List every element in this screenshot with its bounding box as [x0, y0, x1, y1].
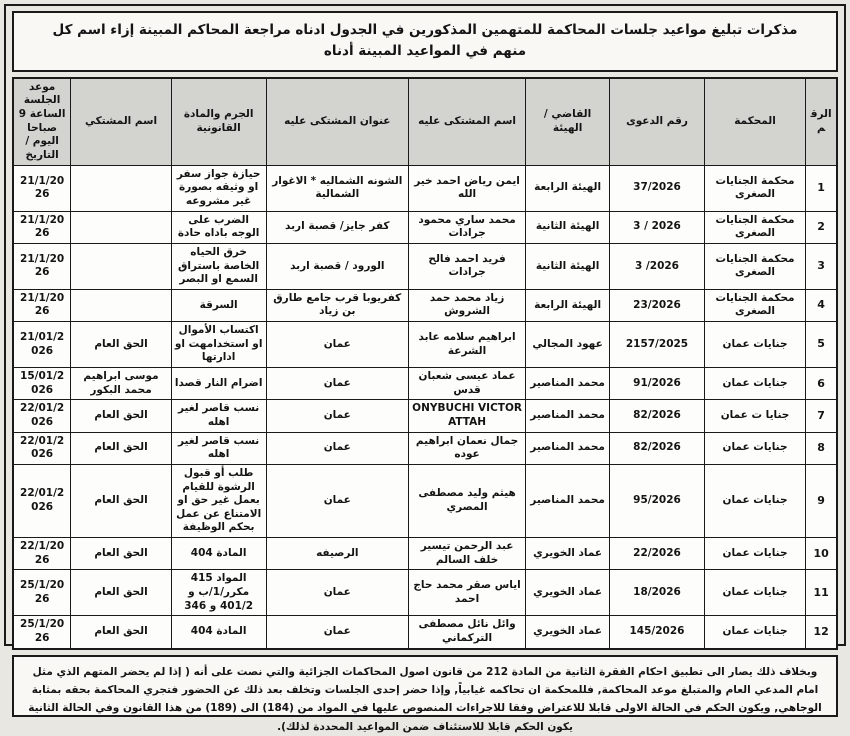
cell-crime-article: نسب قاصر لغير اهله	[171, 400, 266, 432]
cell-defendant-address: عمان	[266, 322, 409, 368]
cell-crime-article: المادة 404	[171, 538, 266, 570]
table-row	[13, 538, 837, 570]
cell-hearing-date: 22/01/2026	[13, 464, 71, 537]
cell-court: جنايات عمان	[704, 570, 805, 616]
table-row	[13, 243, 837, 289]
cell-case-number: 18/2026	[610, 570, 705, 616]
cell-crime-article: نسب قاصر لغير اهله	[171, 432, 266, 464]
cell-case-number: 91/2026	[610, 368, 705, 400]
cell-case-number: 82/2026	[610, 400, 705, 432]
cell-defendant-address: عمان	[266, 400, 409, 432]
cell-complainant-name	[71, 243, 172, 289]
cell-complainant-name	[71, 211, 172, 243]
cell-hearing-date: 21/1/2026	[13, 243, 71, 289]
cell-hearing-date: 25/1/2026	[13, 616, 71, 649]
table-header	[13, 78, 837, 165]
cell-case-number: 22/2026	[610, 538, 705, 570]
cell-court: محكمة الجنايات الصغرى	[704, 243, 805, 289]
cell-complainant-name: الحق العام	[71, 538, 172, 570]
table-row	[13, 432, 837, 464]
cell-hearing-date: 15/01/2026	[13, 368, 71, 400]
cell-complainant-name: الحق العام	[71, 570, 172, 616]
table-row	[13, 368, 837, 400]
cell-judge-panel: عماد الخويري	[526, 616, 610, 649]
cell-serial: 4	[806, 289, 837, 321]
cell-hearing-date: 22/01/2026	[13, 432, 71, 464]
cell-judge-panel: عهود المجالي	[526, 322, 610, 368]
cell-crime-article: السرقة	[171, 289, 266, 321]
col-header-defendant-name: اسم المشتكى عليه	[409, 78, 526, 165]
cell-judge-panel: محمد المناصير	[526, 432, 610, 464]
cell-case-number: 145/2026	[610, 616, 705, 649]
cell-serial: 1	[806, 165, 837, 211]
col-header-case-number: رقم الدعوى	[610, 78, 705, 165]
cell-hearing-date: 21/01/2026	[13, 322, 71, 368]
cell-defendant-name: اياس صقر محمد حاج احمد	[409, 570, 526, 616]
cell-judge-panel: الهيئة الرابعة	[526, 289, 610, 321]
cell-complainant-name: الحق العام	[71, 432, 172, 464]
cell-judge-panel: عماد الخويري	[526, 570, 610, 616]
cell-judge-panel: محمد المناصير	[526, 368, 610, 400]
cell-crime-article: اكتساب الأموال او استخدامهت او ادارتها	[171, 322, 266, 368]
cell-defendant-name: ONYBUCHI VICTOR ATTAH	[409, 400, 526, 432]
cell-defendant-address: الشونه الشماليه * الاغوار الشمالية	[266, 165, 409, 211]
table-row	[13, 289, 837, 321]
cell-serial: 6	[806, 368, 837, 400]
cell-defendant-name: هيثم وليد مصطفى المصري	[409, 464, 526, 537]
cell-defendant-name: وائل نائل مصطفى التركماني	[409, 616, 526, 649]
cell-crime-article: حيازة جواز سفر او وثيقه بصورة غير مشروعه	[171, 165, 266, 211]
cell-complainant-name	[71, 289, 172, 321]
cell-judge-panel: عماد الخويري	[526, 538, 610, 570]
cell-defendant-name: عبد الرحمن تيسير خلف السالم	[409, 538, 526, 570]
cell-hearing-date: 21/1/2026	[13, 289, 71, 321]
cell-serial: 8	[806, 432, 837, 464]
cell-court: جنايات عمان	[704, 616, 805, 649]
cell-case-number: 2157/2025	[610, 322, 705, 368]
cell-judge-panel: الهيئة الثانية	[526, 243, 610, 289]
col-header-court: المحكمة	[704, 78, 805, 165]
cell-serial: 3	[806, 243, 837, 289]
hearings-table	[12, 77, 838, 650]
cell-complainant-name: الحق العام	[71, 322, 172, 368]
cell-case-number: 37/2026	[610, 165, 705, 211]
cell-defendant-name: ايمن رياض احمد خير الله	[409, 165, 526, 211]
cell-defendant-name: زياد محمد حمد الشروش	[409, 289, 526, 321]
cell-serial: 2	[806, 211, 837, 243]
cell-serial: 7	[806, 400, 837, 432]
cell-hearing-date: 21/1/2026	[13, 165, 71, 211]
cell-crime-article: خرق الحياه الخاصة باستراق السمع او البصر	[171, 243, 266, 289]
cell-case-number: 82/2026	[610, 432, 705, 464]
cell-defendant-name: فريد احمد فالح جرادات	[409, 243, 526, 289]
table-row	[13, 400, 837, 432]
cell-crime-article: المادة 404	[171, 616, 266, 649]
cell-case-number: 2026/ 3	[610, 243, 705, 289]
cell-hearing-date: 22/1/2026	[13, 538, 71, 570]
cell-serial: 11	[806, 570, 837, 616]
cell-court: جنايات عمان	[704, 464, 805, 537]
cell-defendant-address: عمان	[266, 432, 409, 464]
table-row	[13, 211, 837, 243]
cell-complainant-name	[71, 165, 172, 211]
cell-defendant-address: عمان	[266, 616, 409, 649]
cell-defendant-address: عمان	[266, 464, 409, 537]
cell-defendant-address: الرصيفه	[266, 538, 409, 570]
cell-case-number: 2026 / 3	[610, 211, 705, 243]
col-header-defendant-address: عنوان المشتكى عليه	[266, 78, 409, 165]
header-row	[13, 78, 837, 165]
cell-crime-article: الضرب على الوجه باداه حادة	[171, 211, 266, 243]
cell-complainant-name: موسى ابراهيم محمد البكور	[71, 368, 172, 400]
cell-defendant-name: جمال نعمان ابراهيم عوده	[409, 432, 526, 464]
cell-defendant-name: محمد ساري محمود جرادات	[409, 211, 526, 243]
table-row	[13, 322, 837, 368]
cell-serial: 9	[806, 464, 837, 537]
cell-defendant-address: الورود / قصبة اربد	[266, 243, 409, 289]
document-page	[4, 4, 846, 733]
cell-serial: 5	[806, 322, 837, 368]
cell-court: جنايات عمان	[704, 322, 805, 368]
cell-crime-article: طلب أو قبول الرشوة للقيام بعمل غير حق او الامتناع عن عمل بحكم الوظيفة	[171, 464, 266, 537]
table-row	[13, 570, 837, 616]
col-header-serial: الرقم	[806, 78, 837, 165]
cell-serial: 12	[806, 616, 837, 649]
col-header-judge-panel: القاضي / الهيئة	[526, 78, 610, 165]
cell-complainant-name: الحق العام	[71, 464, 172, 537]
cell-defendant-address: كفر جايز/ قصبة اربد	[266, 211, 409, 243]
cell-hearing-date: 22/01/2026	[13, 400, 71, 432]
cell-crime-article: اضرام النار قصدا	[171, 368, 266, 400]
cell-court: جنايات عمان	[704, 538, 805, 570]
cell-hearing-date: 25/1/2026	[13, 570, 71, 616]
cell-crime-article: المواد 415 مكرر/1/ب و 401/2 و 346	[171, 570, 266, 616]
col-header-hearing-date: موعد الجلسة الساعة 9 صباحا اليوم / التاريخ	[13, 78, 71, 165]
cell-court: جنايات عمان	[704, 432, 805, 464]
table-row	[13, 616, 837, 649]
cell-defendant-address: عمان	[266, 368, 409, 400]
cell-defendant-name: ابراهيم سلامه عابد الشرعة	[409, 322, 526, 368]
cell-serial: 10	[806, 538, 837, 570]
cell-court: جنايات عمان	[704, 368, 805, 400]
cell-court: محكمة الجنايات الصغرى	[704, 289, 805, 321]
cell-complainant-name: الحق العام	[71, 400, 172, 432]
cell-court: محكمة الجنايات الصغرى	[704, 165, 805, 211]
cell-case-number: 95/2026	[610, 464, 705, 537]
cell-judge-panel: محمد المناصير	[526, 400, 610, 432]
cell-defendant-address: عمان	[266, 570, 409, 616]
cell-complainant-name: الحق العام	[71, 616, 172, 649]
table-body	[13, 165, 837, 648]
table-row	[13, 165, 837, 211]
col-header-crime-article: الجرم والمادة القانونية	[171, 78, 266, 165]
cell-court: محكمة الجنايات الصغرى	[704, 211, 805, 243]
cell-judge-panel: الهيئة الثانية	[526, 211, 610, 243]
col-header-complainant-name: اسم المشتكي	[71, 78, 172, 165]
page-title: مذكرات تبليغ مواعيد جلسات المحاكمة للمتهمين المذكورين في الجدول ادناه مراجعة المحاكم المبينة إزاء اسم كل منهم في المواعيد المبينة أدناه	[12, 11, 838, 72]
table-container	[12, 77, 838, 650]
table-row	[13, 464, 837, 537]
footer-note: وبخلاف ذلك يصار الى تطبيق احكام الفقرة الثانية من المادة 212 من قانون اصول المحاكمات الجزائية والتي نصت على أنه ( إذا لم يحضر المتهم الذي مثل امام المدعي العام والمتبلغ موعد المحاكمة, فللمحكمة ان تحاكمه غيابياً, وإذا حضر إحدى الجلسات وتخلف بعد ذلك عن الحضور فتجري المحاكمة بحقه بمثابة الوجاهي, ويكون الحكم في الحالة الاولى قابلا للاعتراض وفقا للاجراءات المنصوص عليها في المواد من (184) الى (189) من هذا القانون وفي الحالة الثانية يكون الحكم قابلا للاستئناف ضمن المواعيد المحددة لذلك).	[12, 655, 838, 717]
cell-case-number: 23/2026	[610, 289, 705, 321]
cell-judge-panel: محمد المناصير	[526, 464, 610, 537]
cell-judge-panel: الهيئة الرابعة	[526, 165, 610, 211]
cell-court: جنايا ت عمان	[704, 400, 805, 432]
cell-hearing-date: 21/1/2026	[13, 211, 71, 243]
cell-defendant-name: عماد عيسى شعبان قدس	[409, 368, 526, 400]
cell-defendant-address: كفريوبا قرب جامع طارق بن زياد	[266, 289, 409, 321]
